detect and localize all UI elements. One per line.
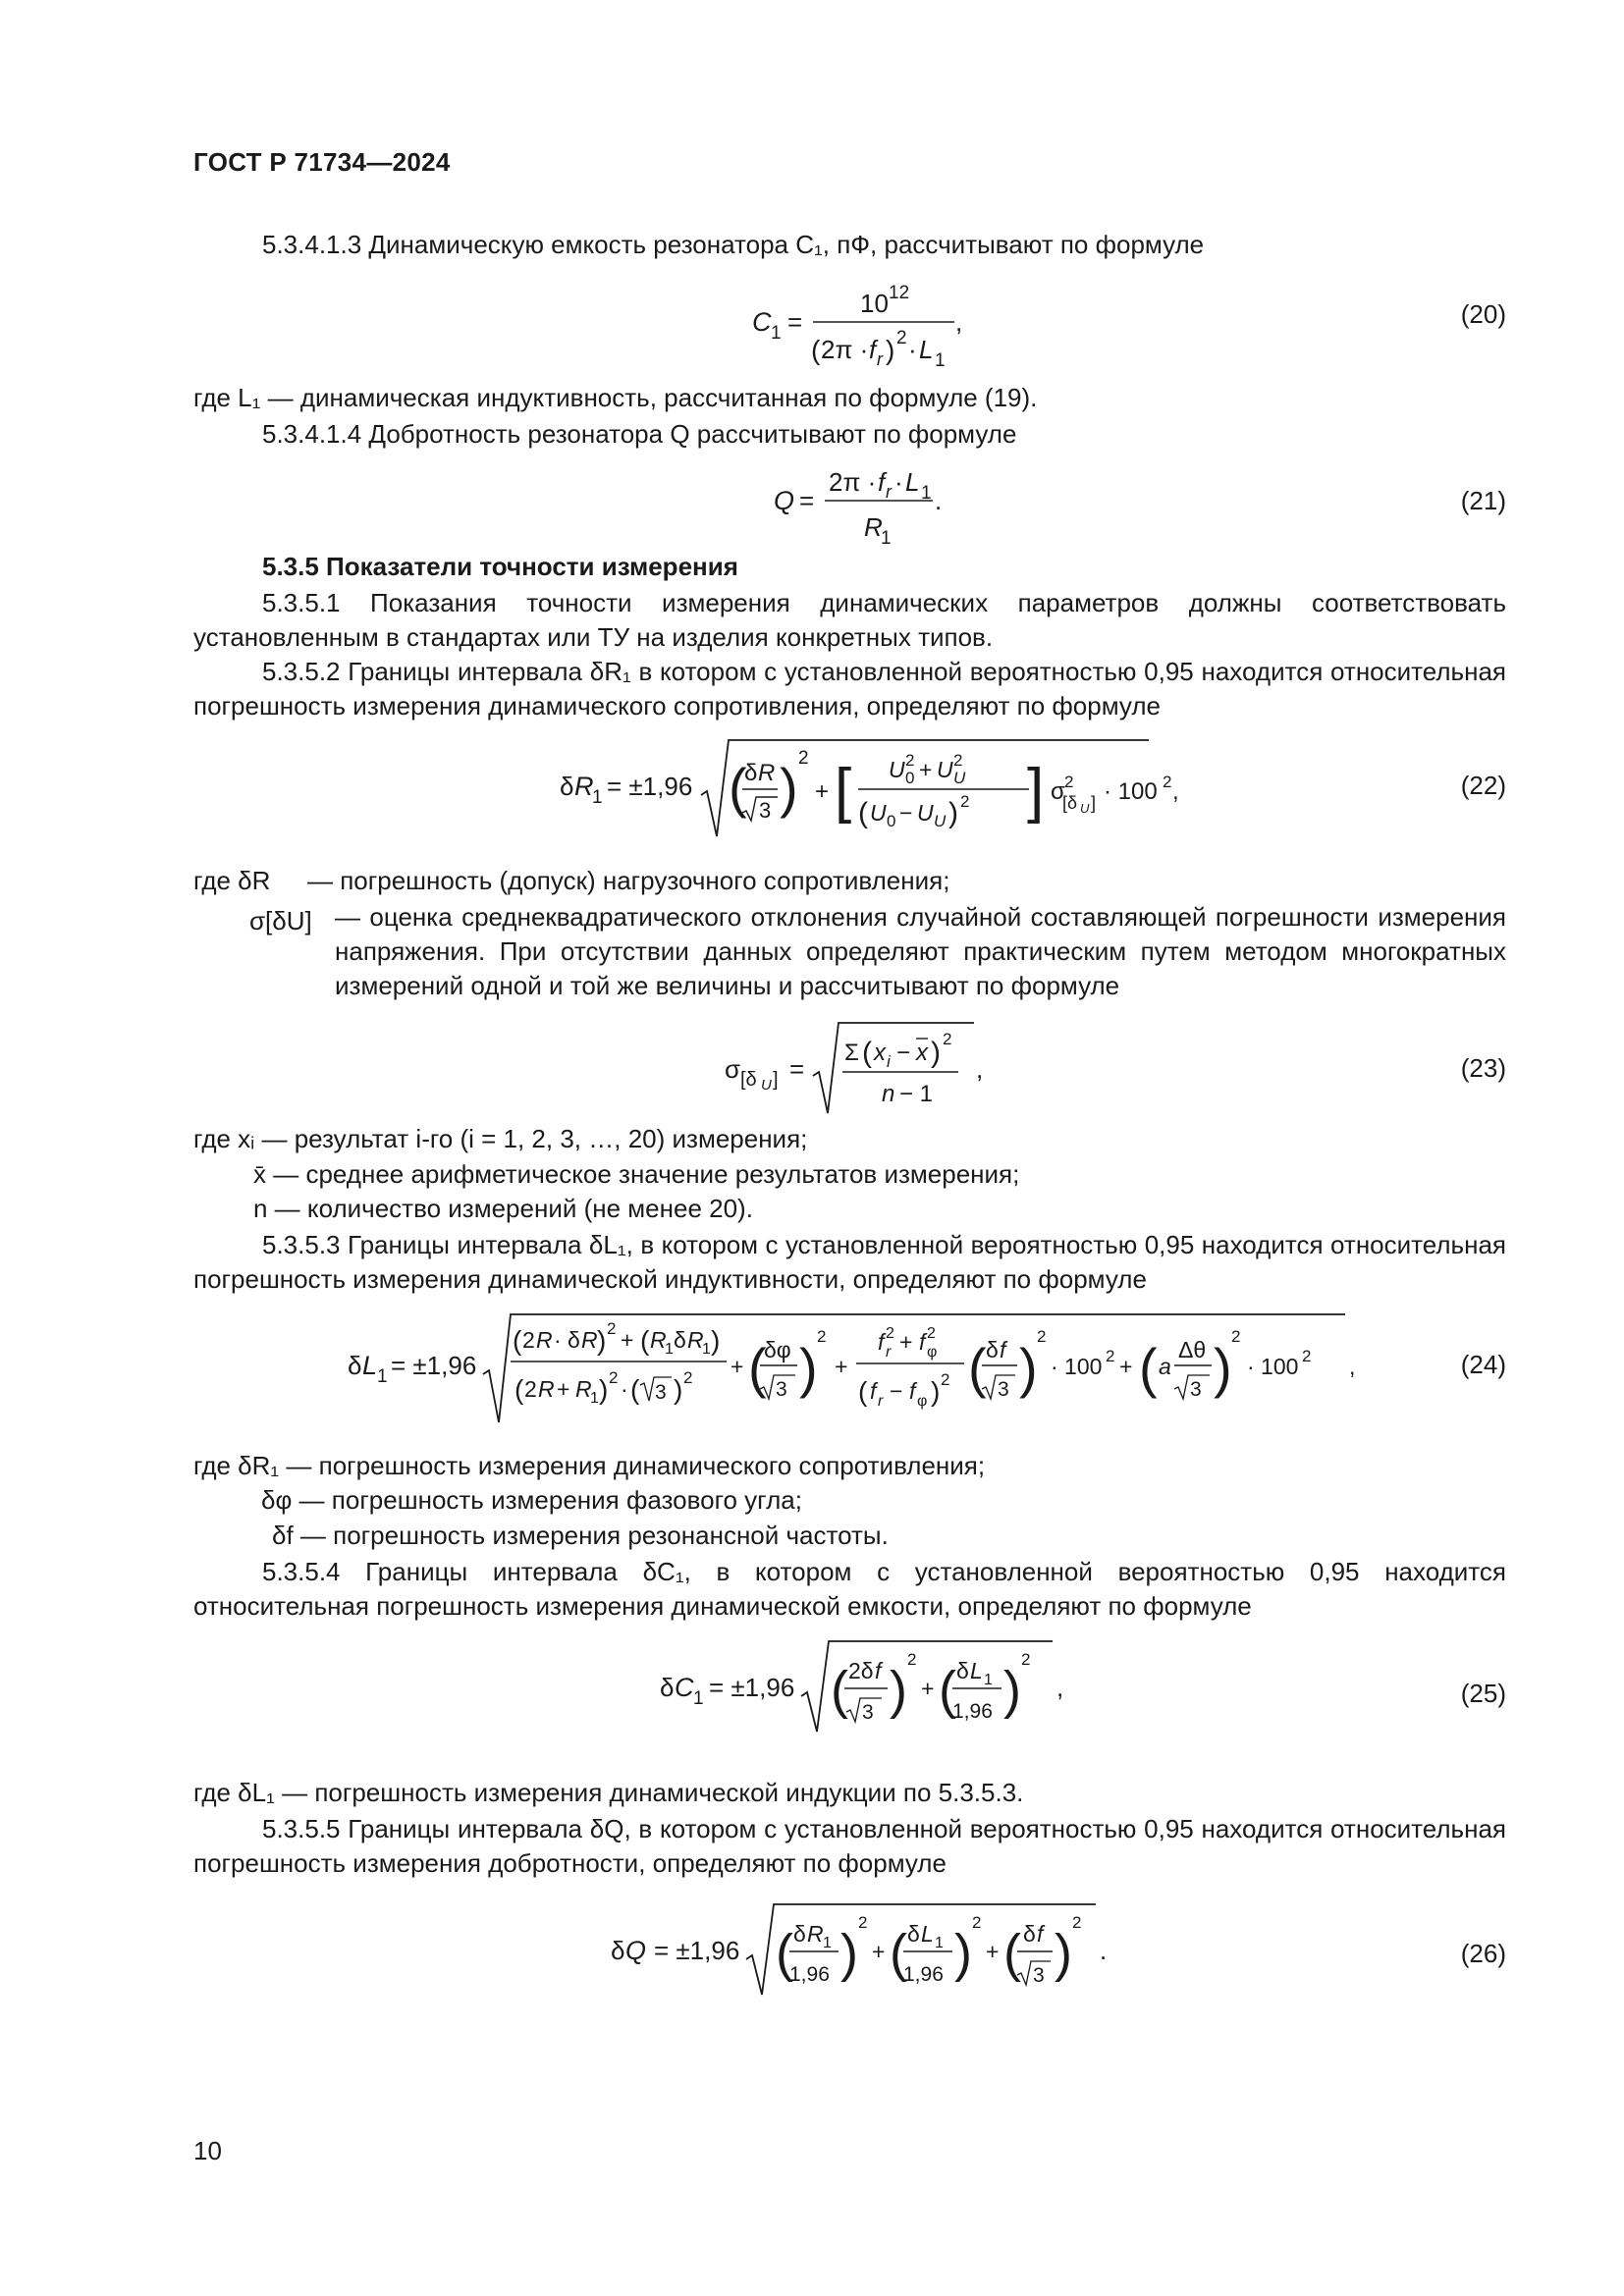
page-number: 10	[193, 2136, 222, 2165]
svg-text:f: f	[919, 1329, 926, 1355]
svg-text:+: +	[621, 1327, 634, 1353]
definition-delta-f: δf — погрешность измерения резонансной частоты.	[272, 1521, 889, 1550]
formula-25	[660, 1629, 1072, 1744]
svg-text:δ: δ	[660, 1673, 675, 1702]
svg-text:f: f	[875, 1658, 882, 1683]
svg-text:· δ: · δ	[554, 1327, 580, 1353]
svg-text:+: +	[986, 1939, 1000, 1964]
svg-text:R: R	[536, 1327, 553, 1353]
svg-text:.: .	[935, 486, 943, 515]
svg-text:+: +	[815, 778, 830, 805]
svg-text:): )	[890, 1661, 907, 1720]
svg-text:2: 2	[972, 1913, 982, 1932]
definition-xi: где xᵢ — результат i-го (i = 1, 2, 3, …, 20) измерения;	[193, 1124, 808, 1153]
svg-text:1: 1	[592, 787, 603, 808]
svg-text:U: U	[934, 812, 947, 830]
equation-number-24: (24)	[1460, 1350, 1506, 1379]
svg-text:2: 2	[1302, 1347, 1312, 1365]
svg-text:): )	[954, 1924, 972, 1983]
svg-text:R: R	[807, 1921, 824, 1947]
svg-text:): )	[931, 1037, 941, 1069]
svg-text:2: 2	[960, 792, 970, 811]
paragraph-5-3-5-1: 5.3.5.1 Показания точности измерения динамических параметров должны соответствовать установленным в стандартах или ТУ на изделия конкретных типов.	[193, 588, 1506, 652]
equation-number-22: (22)	[1460, 771, 1506, 800]
svg-text:+: +	[1119, 1354, 1133, 1379]
svg-text:f: f	[1037, 1921, 1044, 1947]
svg-text:·: ·	[894, 467, 903, 497]
svg-text:2: 2	[1037, 1327, 1047, 1346]
svg-text:): )	[840, 1924, 858, 1983]
svg-text:−: −	[899, 800, 913, 826]
svg-text:(: (	[858, 1376, 868, 1407]
svg-text:f: f	[869, 335, 877, 364]
svg-text:(: (	[862, 1037, 872, 1069]
definition-sigma-text: — оценка среднеквадратического отклонения случайной составляющей погрешности измерения напряжения. При отсутствии данных определяют практическим путем методом многократных измерений одной и той же величины и рассчитывают по формуле	[335, 902, 1506, 1000]
svg-text:L: L	[921, 1921, 934, 1947]
svg-text:Δθ: Δθ	[1178, 1337, 1207, 1362]
svg-text:2: 2	[609, 1368, 619, 1387]
svg-text:(: (	[858, 797, 868, 829]
svg-text:R: R	[650, 1327, 667, 1353]
svg-text:): )	[1019, 1337, 1038, 1399]
svg-text:1: 1	[590, 1390, 599, 1407]
svg-text:+: +	[835, 1354, 848, 1379]
svg-text:r: r	[878, 1393, 884, 1410]
svg-text:(: (	[640, 1325, 650, 1356]
svg-text:+: +	[899, 1329, 913, 1355]
paragraph-5-3-5-2: 5.3.5.2 Границы интервала δR₁ в котором с установленной вероятностью 0,95 находится относительная погрешность измерения динамического сопротивления, определяют по формуле	[193, 657, 1506, 721]
svg-text:3: 3	[998, 1378, 1009, 1401]
formula-26	[611, 1893, 1121, 2007]
svg-text:1: 1	[984, 1672, 993, 1688]
definition-delta-R1: где δR₁ — погрешность измерения динамического сопротивления;	[193, 1451, 986, 1480]
svg-text:− 1: − 1	[899, 1081, 934, 1107]
equation-number-20: (20)	[1460, 299, 1506, 329]
svg-text:σ: σ	[725, 1054, 741, 1084]
svg-text:L: L	[970, 1658, 983, 1683]
svg-text:+: +	[919, 757, 933, 782]
svg-text:· 100: · 100	[1247, 1354, 1299, 1379]
svg-text:(: (	[630, 1374, 640, 1405]
svg-text:3: 3	[862, 1701, 874, 1724]
svg-text:0: 0	[887, 812, 896, 830]
svg-text:2: 2	[1072, 1913, 1082, 1932]
svg-text:δ: δ	[611, 1936, 625, 1965]
svg-text:2: 2	[927, 1325, 936, 1342]
svg-text:·: ·	[621, 1376, 628, 1402]
svg-text:δφ: δφ	[764, 1337, 791, 1362]
document-header: ГОСТ Р 71734—2024	[193, 147, 451, 177]
svg-text:f: f	[878, 1329, 885, 1355]
definition-n: n — количество измерений (не менее 20).	[253, 1194, 753, 1223]
svg-text:3: 3	[776, 1378, 787, 1401]
svg-text:): )	[799, 1337, 818, 1399]
svg-text:+: +	[557, 1376, 570, 1402]
svg-text:x: x	[916, 1040, 928, 1066]
paragraph-5-3-5-3: 5.3.5.3 Границы интервала δL₁, в котором с установленной вероятностью 0,95 находится относительная погрешность измерения динамической индуктивности, определяют по формуле	[193, 1230, 1506, 1294]
svg-text:): )	[597, 1325, 607, 1356]
equation-number-25: (25)	[1460, 1679, 1506, 1708]
svg-text:10: 10	[860, 289, 889, 318]
svg-text:U: U	[761, 1077, 772, 1094]
svg-text:2: 2	[858, 1913, 868, 1932]
svg-text:U: U	[953, 769, 966, 787]
svg-text:): )	[886, 335, 895, 365]
svg-text:+: +	[921, 1676, 935, 1701]
svg-text:): )	[674, 1374, 683, 1405]
definition-delta-R-term: где δR	[193, 866, 271, 895]
svg-text:(: (	[968, 1337, 987, 1399]
svg-text:+: +	[872, 1939, 886, 1964]
svg-text:): )	[780, 757, 798, 819]
svg-text:2: 2	[1064, 773, 1074, 791]
paragraph-5-3-4-1-3: 5.3.4.1.3 Динамическую емкость резонатора C₁, пФ, рассчитывают по формуле	[262, 230, 1205, 259]
paragraph-5-3-4-1-4: 5.3.4.1.4 Добротность резонатора Q рассчитывают по формуле	[262, 419, 1017, 449]
svg-text:,: ,	[976, 1054, 984, 1084]
svg-text:C: C	[752, 307, 772, 337]
svg-text:L: L	[905, 467, 920, 497]
svg-text:2: 2	[943, 1030, 952, 1048]
svg-text:δ: δ	[744, 760, 758, 786]
svg-text:]: ]	[1091, 793, 1097, 813]
svg-text:(: (	[831, 1661, 848, 1720]
svg-text:1: 1	[935, 350, 946, 371]
equation-number-21: (21)	[1460, 486, 1506, 515]
svg-text:φ: φ	[927, 1344, 938, 1361]
svg-text:): )	[931, 1376, 941, 1407]
definition-delta-phi: δφ — погрешность измерения фазового угла;	[261, 1485, 802, 1515]
svg-text:[δ: [δ	[1062, 793, 1078, 813]
svg-text:3: 3	[759, 798, 772, 823]
svg-text:,: ,	[1172, 778, 1179, 805]
svg-text:[: [	[835, 757, 852, 825]
svg-text:): )	[599, 1374, 609, 1405]
svg-text:U: U	[937, 757, 953, 782]
formula-22	[560, 726, 1179, 851]
svg-text:): )	[1055, 1924, 1072, 1983]
svg-text:(: (	[513, 1325, 522, 1356]
svg-text:2: 2	[817, 1327, 827, 1346]
formula-24	[348, 1301, 1369, 1435]
svg-text:2δ: 2δ	[848, 1658, 874, 1683]
svg-text:,: ,	[1349, 1354, 1356, 1379]
svg-text:12: 12	[889, 283, 910, 303]
svg-text:2: 2	[1231, 1327, 1241, 1346]
svg-text:(: (	[811, 335, 821, 365]
equation-number-23: (23)	[1460, 1053, 1506, 1083]
svg-text:2: 2	[905, 751, 915, 770]
svg-text:−: −	[896, 1040, 911, 1066]
svg-text:1: 1	[702, 1341, 711, 1358]
svg-text:=: =	[799, 486, 815, 515]
svg-text:R: R	[687, 1327, 704, 1353]
svg-text:1: 1	[377, 1366, 388, 1387]
svg-text:1: 1	[665, 1341, 674, 1358]
svg-text:2: 2	[607, 1319, 617, 1338]
svg-text:): )	[948, 797, 958, 829]
svg-text:2: 2	[907, 1650, 917, 1669]
svg-text:R: R	[758, 760, 776, 786]
definition-delta-L1: где δL₁ — погрешность измерения динамической индукции по 5.3.5.3.	[193, 1778, 1024, 1807]
svg-text:a: a	[1159, 1354, 1171, 1379]
svg-text:L: L	[919, 335, 934, 364]
svg-text:U: U	[917, 800, 934, 826]
svg-text:2: 2	[683, 1368, 693, 1387]
svg-text:1: 1	[693, 1688, 704, 1709]
svg-text:3: 3	[1190, 1378, 1202, 1401]
svg-text:R: R	[575, 1376, 592, 1402]
svg-text:2: 2	[896, 328, 907, 348]
svg-text:1: 1	[935, 1935, 944, 1951]
svg-text:R: R	[581, 1327, 598, 1353]
svg-text:= ±1,96: = ±1,96	[709, 1673, 795, 1702]
svg-text:=: =	[789, 1054, 805, 1084]
svg-text:δ: δ	[956, 1658, 969, 1683]
svg-text:= ±1,96: = ±1,96	[607, 772, 693, 801]
svg-text:(: (	[748, 1337, 767, 1399]
definition-x-mean: x̄ — среднее арифметическое значение результатов измерения;	[253, 1159, 1020, 1189]
svg-text:R: R	[864, 512, 883, 542]
svg-text:x: x	[874, 1040, 886, 1066]
paragraph-5-3-5-4: 5.3.5.4 Границы интервала δC₁, в котором с установленной вероятностью 0,95 находится относительная погрешность измерения динамической емкости, определяют по формуле	[193, 1557, 1506, 1621]
svg-text:(: (	[1139, 1337, 1158, 1399]
svg-text:U: U	[870, 800, 887, 826]
formula-21	[766, 461, 962, 557]
svg-text:2: 2	[953, 751, 963, 770]
svg-text:(: (	[729, 757, 747, 819]
svg-text:n: n	[882, 1081, 895, 1107]
svg-text:[δ: [δ	[740, 1069, 757, 1091]
svg-text:): )	[1214, 1337, 1232, 1399]
svg-text:2π ·: 2π ·	[829, 467, 877, 497]
svg-text:δ: δ	[986, 1337, 999, 1362]
svg-text:·: ·	[908, 335, 917, 364]
svg-text:1: 1	[771, 323, 782, 344]
svg-text:1: 1	[881, 528, 892, 549]
svg-text:δ: δ	[1023, 1921, 1036, 1947]
svg-text:2π ·: 2π ·	[821, 335, 869, 364]
svg-text:2: 2	[941, 1370, 950, 1389]
paragraph-5-3-5-5: 5.3.5.5 Границы интервала δQ, в котором с установленной вероятностью 0,95 находится относительная погрешность измерения добротности, определяют по формуле	[193, 1814, 1506, 1878]
svg-text:= ±1,96: = ±1,96	[654, 1936, 740, 1965]
svg-text:R: R	[538, 1376, 555, 1402]
svg-text:): )	[711, 1325, 721, 1356]
svg-text:· 100: · 100	[1104, 778, 1158, 805]
svg-text:Σ: Σ	[844, 1040, 859, 1066]
svg-text:L: L	[362, 1351, 378, 1380]
svg-text:1,96: 1,96	[903, 1963, 944, 1986]
svg-text:C: C	[675, 1673, 694, 1702]
svg-text:(: (	[890, 1924, 907, 1983]
svg-text:r: r	[877, 349, 883, 369]
svg-text:−: −	[890, 1378, 903, 1404]
svg-text:3: 3	[1033, 1964, 1045, 1987]
svg-text:· 100: · 100	[1051, 1354, 1103, 1379]
svg-text:(: (	[939, 1661, 956, 1720]
svg-text:φ: φ	[917, 1393, 928, 1410]
svg-text:2: 2	[1106, 1347, 1115, 1365]
svg-text:2: 2	[886, 1325, 894, 1342]
svg-text:δ: δ	[348, 1351, 362, 1380]
svg-text:δ: δ	[793, 1921, 806, 1947]
svg-text:]: ]	[1027, 757, 1045, 825]
svg-text:+: +	[731, 1354, 744, 1379]
svg-text:Q: Q	[625, 1936, 647, 1965]
svg-text:2: 2	[1163, 773, 1172, 791]
svg-text:δ: δ	[560, 772, 574, 801]
svg-text:U: U	[889, 757, 905, 782]
svg-text:]: ]	[773, 1069, 779, 1091]
svg-text:1,96: 1,96	[789, 1963, 830, 1986]
svg-text:2: 2	[522, 1327, 535, 1353]
svg-text:δ: δ	[907, 1921, 920, 1947]
definition-sigma-term: σ[δU]	[249, 906, 312, 935]
svg-text:= ±1,96: = ±1,96	[391, 1351, 477, 1380]
svg-text:r: r	[886, 1344, 892, 1361]
svg-text:(: (	[514, 1374, 524, 1405]
section-title-5-3-5: 5.3.5 Показатели точности измерения	[262, 552, 738, 581]
svg-text:): )	[1003, 1661, 1021, 1720]
svg-text:f: f	[878, 467, 886, 497]
svg-text:r: r	[886, 482, 892, 502]
svg-text:2: 2	[524, 1376, 537, 1402]
svg-text:.: .	[1100, 1936, 1108, 1965]
svg-text:(: (	[1003, 1924, 1021, 1983]
svg-text:R: R	[574, 772, 594, 801]
svg-text:2: 2	[798, 748, 809, 769]
svg-text:3: 3	[655, 1381, 667, 1404]
svg-text:i: i	[887, 1052, 891, 1071]
svg-text:1: 1	[823, 1935, 832, 1951]
svg-text:2: 2	[1021, 1650, 1031, 1669]
svg-text:,: ,	[955, 307, 963, 337]
svg-text:,: ,	[1056, 1673, 1064, 1702]
where-L1: где L₁ — динамическая индуктивность, рассчитанная по формуле (19).	[193, 383, 1038, 412]
svg-text:0: 0	[905, 769, 915, 787]
svg-text:1: 1	[921, 483, 932, 504]
equation-number-26: (26)	[1460, 1939, 1506, 1968]
svg-text:δ: δ	[674, 1327, 686, 1353]
formula-20	[746, 277, 1001, 382]
definition-delta-R-text: — погрешность (допуск) нагрузочного сопротивления;	[307, 866, 950, 895]
svg-text:1,96: 1,96	[952, 1700, 993, 1723]
formula-23	[725, 1011, 1000, 1126]
svg-text:f: f	[909, 1378, 916, 1404]
svg-text:f: f	[870, 1378, 877, 1404]
svg-text:(: (	[776, 1924, 793, 1983]
svg-text:=: =	[787, 307, 803, 337]
svg-text:Q: Q	[774, 486, 795, 515]
svg-text:σ: σ	[1051, 778, 1065, 805]
svg-text:f: f	[1000, 1337, 1006, 1362]
svg-text:U: U	[1080, 801, 1090, 816]
